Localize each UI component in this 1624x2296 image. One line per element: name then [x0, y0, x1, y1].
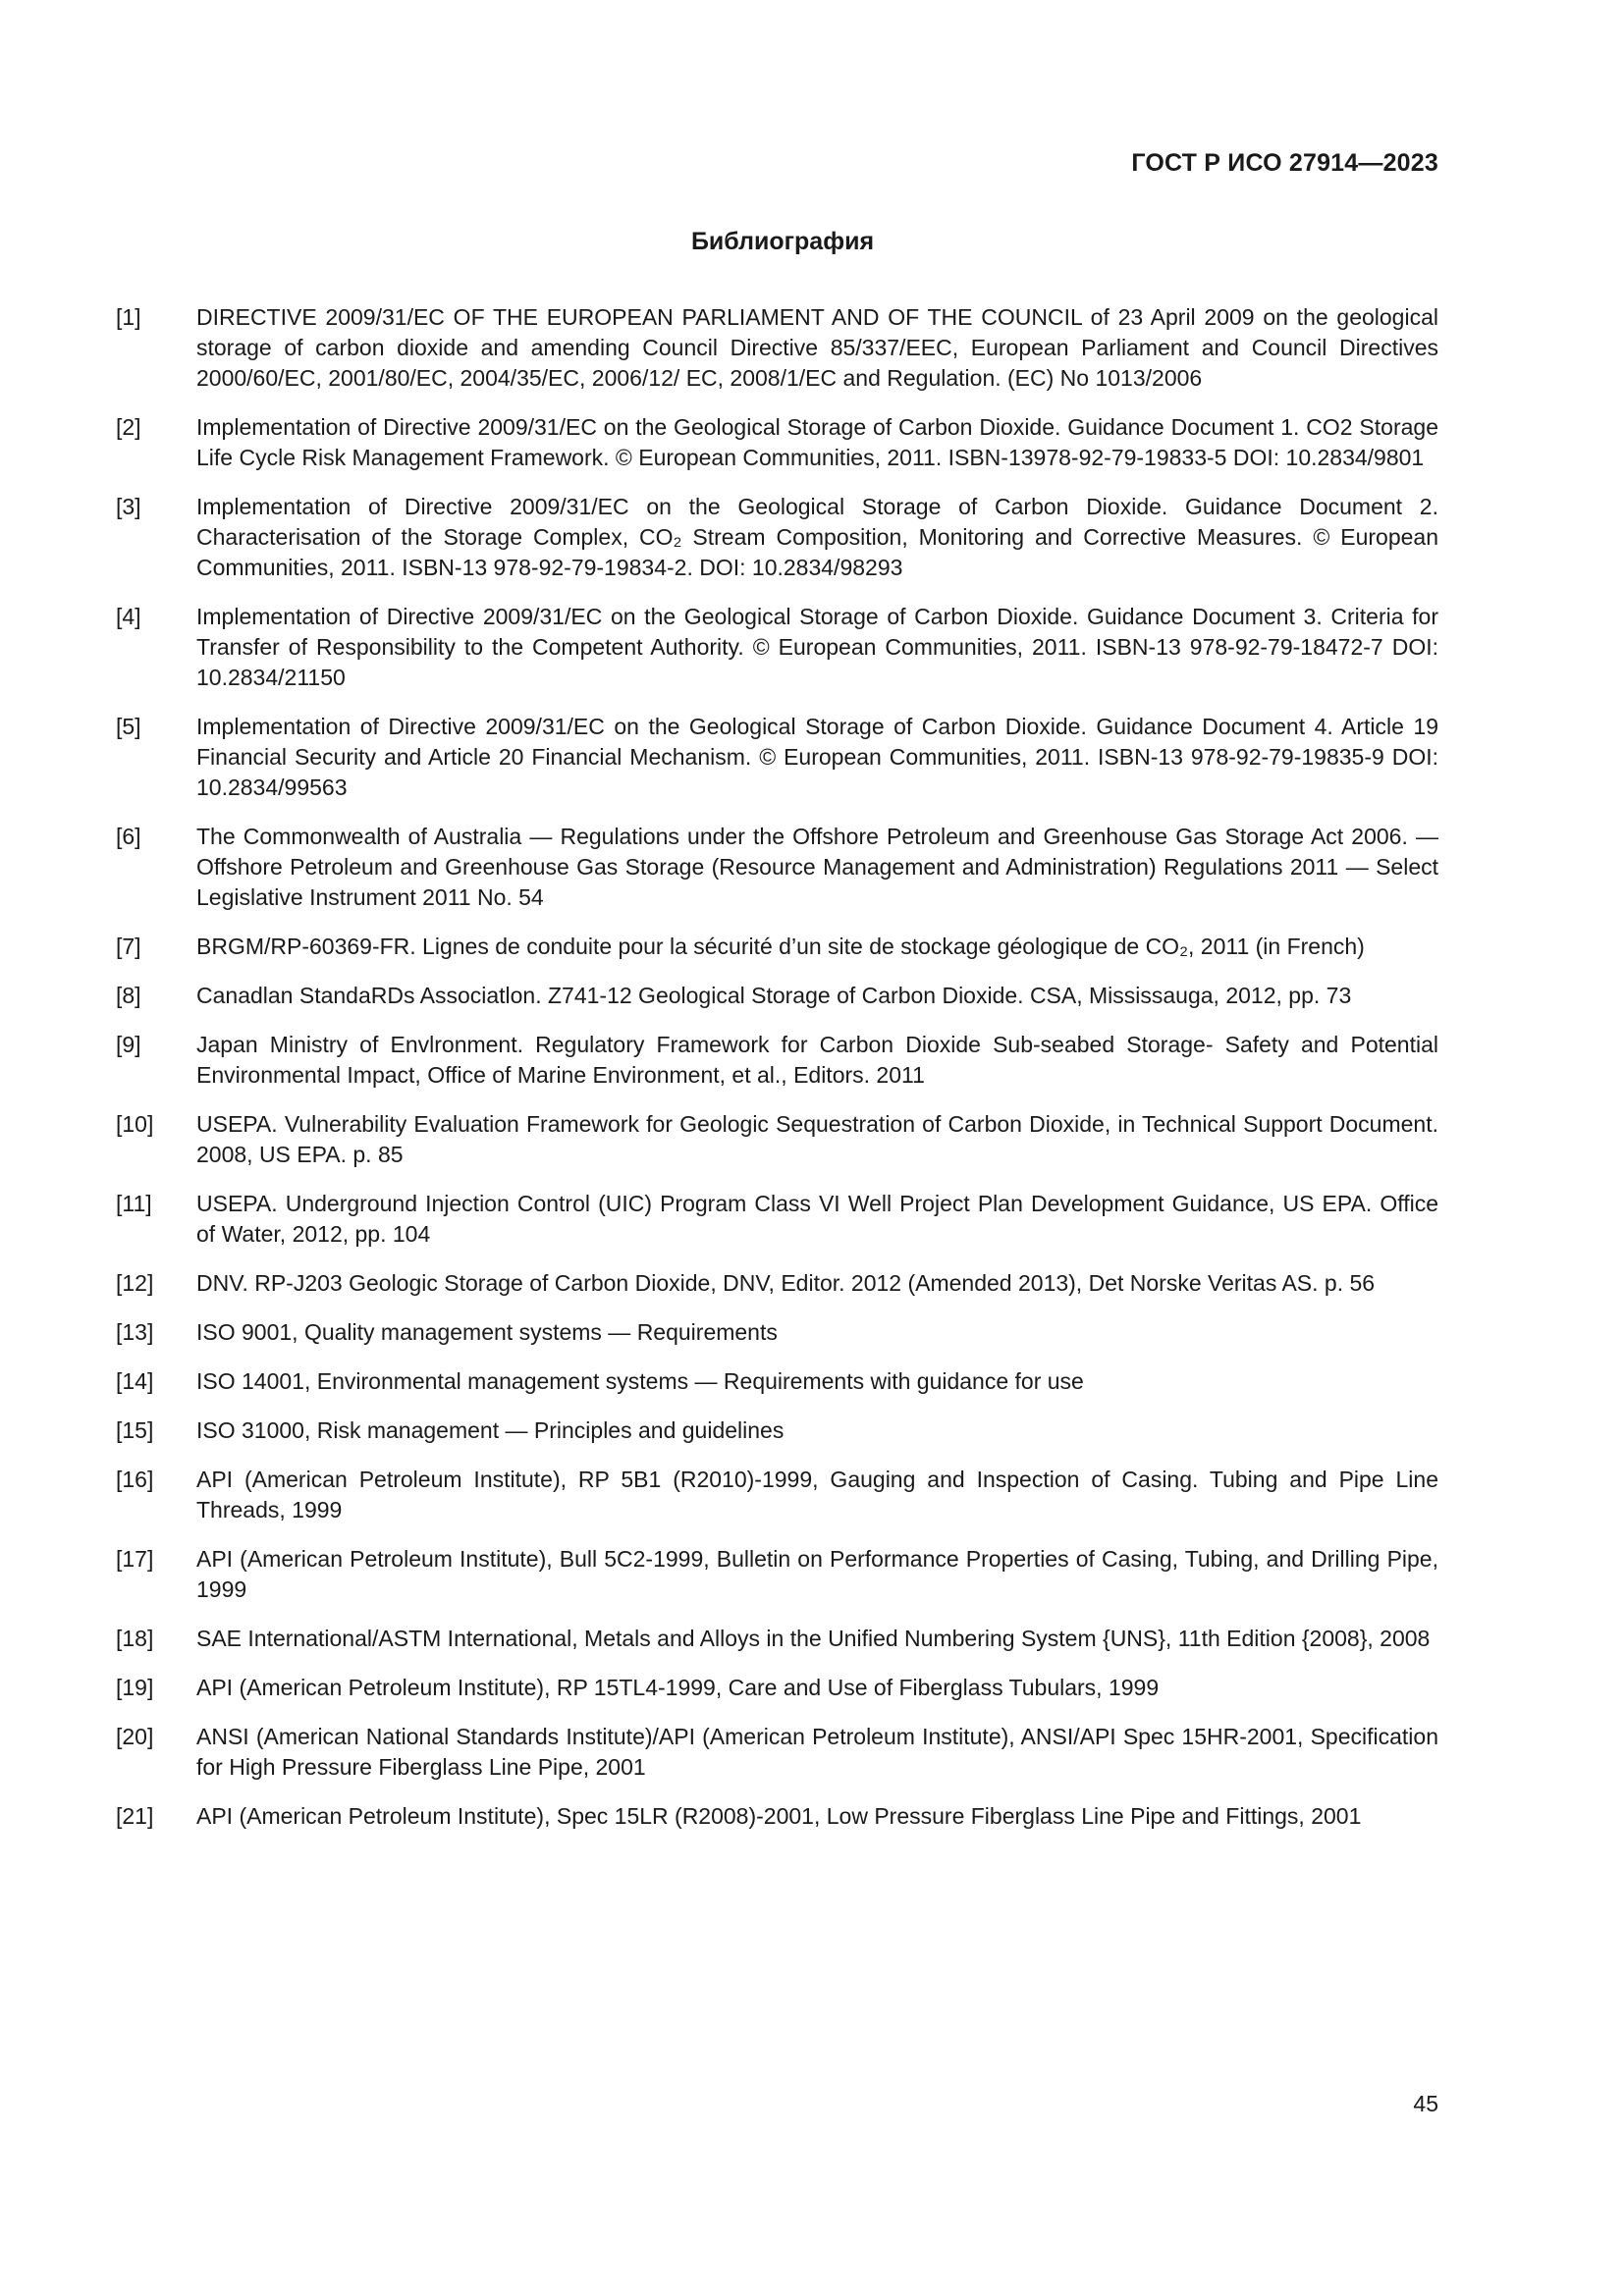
- bibliography-entry: [116, 412, 1438, 473]
- entry-number: [7]: [116, 934, 141, 959]
- bibliography-entry: [116, 1801, 1438, 1832]
- page-header-standard-code: ГОСТ Р ИСО 27914—2023: [1131, 149, 1438, 177]
- entry-number: [11]: [116, 1191, 152, 1216]
- entry-number: [9]: [116, 1032, 141, 1057]
- entry-text: API (American Petroleum Institute), RP 15TL4-1999, Care and Use of Fiberglass Tubulars, 1999: [196, 1675, 1160, 1700]
- bibliography-list: [116, 302, 1438, 1850]
- bibliography-entry: [116, 1366, 1438, 1397]
- entry-text: API (American Petroleum Institute), RP 5B1 (R2010)-1999, Gauging and Inspection of Casing. Tubing and Pipe Line Threads, 1999: [196, 1467, 1438, 1522]
- entry-number: [17]: [116, 1546, 154, 1572]
- bibliography-entry: [116, 822, 1438, 913]
- entry-number: [12]: [116, 1270, 154, 1296]
- entry-text: BRGM/RP-60369-FR. Lignes de conduite pour la sécurité d’un site de stockage géologique de CO₂, 2011 (in French): [196, 934, 1365, 959]
- entry-text: USEPA. Underground Injection Control (UIC) Program Class VI Well Project Plan Development Guidance, US EPA. Office of Water, 2012, pp. 104: [196, 1191, 1438, 1247]
- bibliography-entry: [116, 1673, 1438, 1703]
- bibliography-entry: [116, 981, 1438, 1011]
- entry-text: API (American Petroleum Institute), Bull 5C2-1999, Bulletin on Performance Properties of Casing, Tubing, and Drilling Pipe, 1999: [196, 1546, 1438, 1602]
- entry-number: [4]: [116, 604, 141, 629]
- entry-text: USEPA. Vulnerability Evaluation Framework for Geologic Sequestration of Carbon Dioxide, in Technical Support Document. 2008, US EPA. p. 85: [196, 1111, 1438, 1167]
- bibliography-entry: [116, 1030, 1438, 1091]
- bibliography-entry: [116, 1317, 1438, 1348]
- entry-text: DIRECTIVE 2009/31/EC OF THE EUROPEAN PARLIAMENT AND OF THE COUNCIL of 23 April 2009 on the geological storage of carbon dioxide and amending Council Directive 85/337/EEC, European Parliament and Council Directives 2000/60/EC, 2001/80/EC, 2004/35/EC, 2006/12/ EC, 2008/1/EC and Regulation. (EC) No 1013/2006: [196, 304, 1438, 391]
- entry-text: ISO 9001, Quality management systems — Requirements: [196, 1319, 778, 1345]
- entry-text: API (American Petroleum Institute), Spec 15LR (R2008)-2001, Low Pressure Fiberglass Line Pipe and Fittings, 2001: [196, 1803, 1362, 1829]
- entry-text: Implementation of Directive 2009/31/EC on the Geological Storage of Carbon Dioxide. Guidance Document 3. Criteria for Transfer of Responsibility to the Competent Authority. © European Communities, 2011. ISBN-13 978-92-79-18472-7 DOI: 10.2834/21150: [196, 604, 1438, 690]
- bibliography-entry: [116, 602, 1438, 693]
- bibliography-entry: [116, 1415, 1438, 1446]
- entry-number: [18]: [116, 1626, 154, 1651]
- entry-number: [19]: [116, 1675, 154, 1700]
- entry-number: [1]: [116, 304, 141, 330]
- entry-number: [14]: [116, 1368, 154, 1394]
- bibliography-entry: [116, 1189, 1438, 1250]
- entry-text: ANSI (American National Standards Institute)/API (American Petroleum Institute), ANSI/API Spec 15HR-2001, Specification for High Pressure Fiberglass Line Pipe, 2001: [196, 1724, 1438, 1780]
- entry-text: SAE International/ASTM International, Metals and Alloys in the Unified Numbering System {UNS}, 11th Edition {2008}, 2008: [196, 1626, 1431, 1651]
- entry-text: Canadlan StandaRDs Associatlon. Z741-12 Geological Storage of Carbon Dioxide. CSA, Mississauga, 2012, pp. 73: [196, 983, 1352, 1008]
- entry-text: Implementation of Directive 2009/31/EC on the Geological Storage of Carbon Dioxide. Guidance Document 2. Characterisation of the Storage Complex, CO₂ Stream Composition, Monitoring and Corrective Measures. © European Communities, 2011. ISBN-13 978-92-79-19834-2. DOI: 10.2834/98293: [196, 494, 1438, 580]
- bibliography-entry: [116, 302, 1438, 394]
- entry-text: Implementation of Directive 2009/31/EC on the Geological Storage of Carbon Dioxide. Guidance Document 1. CO2 Storage Life Cycle Risk Management Framework. © European Communities, 2011. ISBN-13978-92-79-19833-5 DOI: 10.2834/9801: [196, 414, 1438, 470]
- bibliography-entry: [116, 1722, 1438, 1783]
- bibliography-entry: [116, 1544, 1438, 1605]
- bibliography-entry: [116, 932, 1438, 962]
- entry-text: ISO 31000, Risk management — Principles and guidelines: [196, 1417, 785, 1443]
- bibliography-entry: [116, 1109, 1438, 1170]
- entry-number: [16]: [116, 1467, 154, 1492]
- entry-number: [15]: [116, 1417, 154, 1443]
- bibliography-title: Библиография: [690, 228, 875, 255]
- entry-number: [5]: [116, 714, 141, 739]
- entry-number: [10]: [116, 1111, 154, 1137]
- entry-text: DNV. RP-J203 Geologic Storage of Carbon Dioxide, DNV, Editor. 2012 (Amended 2013), Det Norske Veritas AS. p. 56: [196, 1270, 1376, 1296]
- entry-text: Japan Ministry of Envlronment. Regulatory Framework for Carbon Dioxide Sub-seabed Storage- Safety and Potential Environmental Impact, Office of Marine Environment, et al., Editors. 2011: [196, 1032, 1438, 1088]
- bibliography-entry: [116, 1268, 1438, 1299]
- entry-number: [6]: [116, 824, 141, 849]
- entry-number: [20]: [116, 1724, 154, 1749]
- entry-text: ISO 14001, Environmental management systems — Requirements with guidance for use: [196, 1368, 1084, 1394]
- bibliography-entry: [116, 1465, 1438, 1525]
- entry-number: [3]: [116, 494, 141, 519]
- bibliography-entry: [116, 492, 1438, 583]
- bibliography-entry: [116, 712, 1438, 803]
- entry-number: [21]: [116, 1803, 154, 1829]
- entry-number: [2]: [116, 414, 141, 440]
- page-number: 45: [1413, 2091, 1438, 2116]
- entry-text: The Commonwealth of Australia — Regulations under the Offshore Petroleum and Greenhouse Gas Storage Act 2006. — Offshore Petroleum and Greenhouse Gas Storage (Resource Management and Administration) Regulations 2011 — Select Legislative Instrument 2011 No. 54: [196, 824, 1438, 910]
- entry-number: [8]: [116, 983, 141, 1008]
- entry-number: [13]: [116, 1319, 154, 1345]
- entry-text: Implementation of Directive 2009/31/EC on the Geological Storage of Carbon Dioxide. Guidance Document 4. Article 19 Financial Security and Article 20 Financial Mechanism. © European Communities, 2011. ISBN-13 978-92-79-19835-9 DOI: 10.2834/99563: [196, 714, 1438, 800]
- bibliography-entry: [116, 1624, 1438, 1654]
